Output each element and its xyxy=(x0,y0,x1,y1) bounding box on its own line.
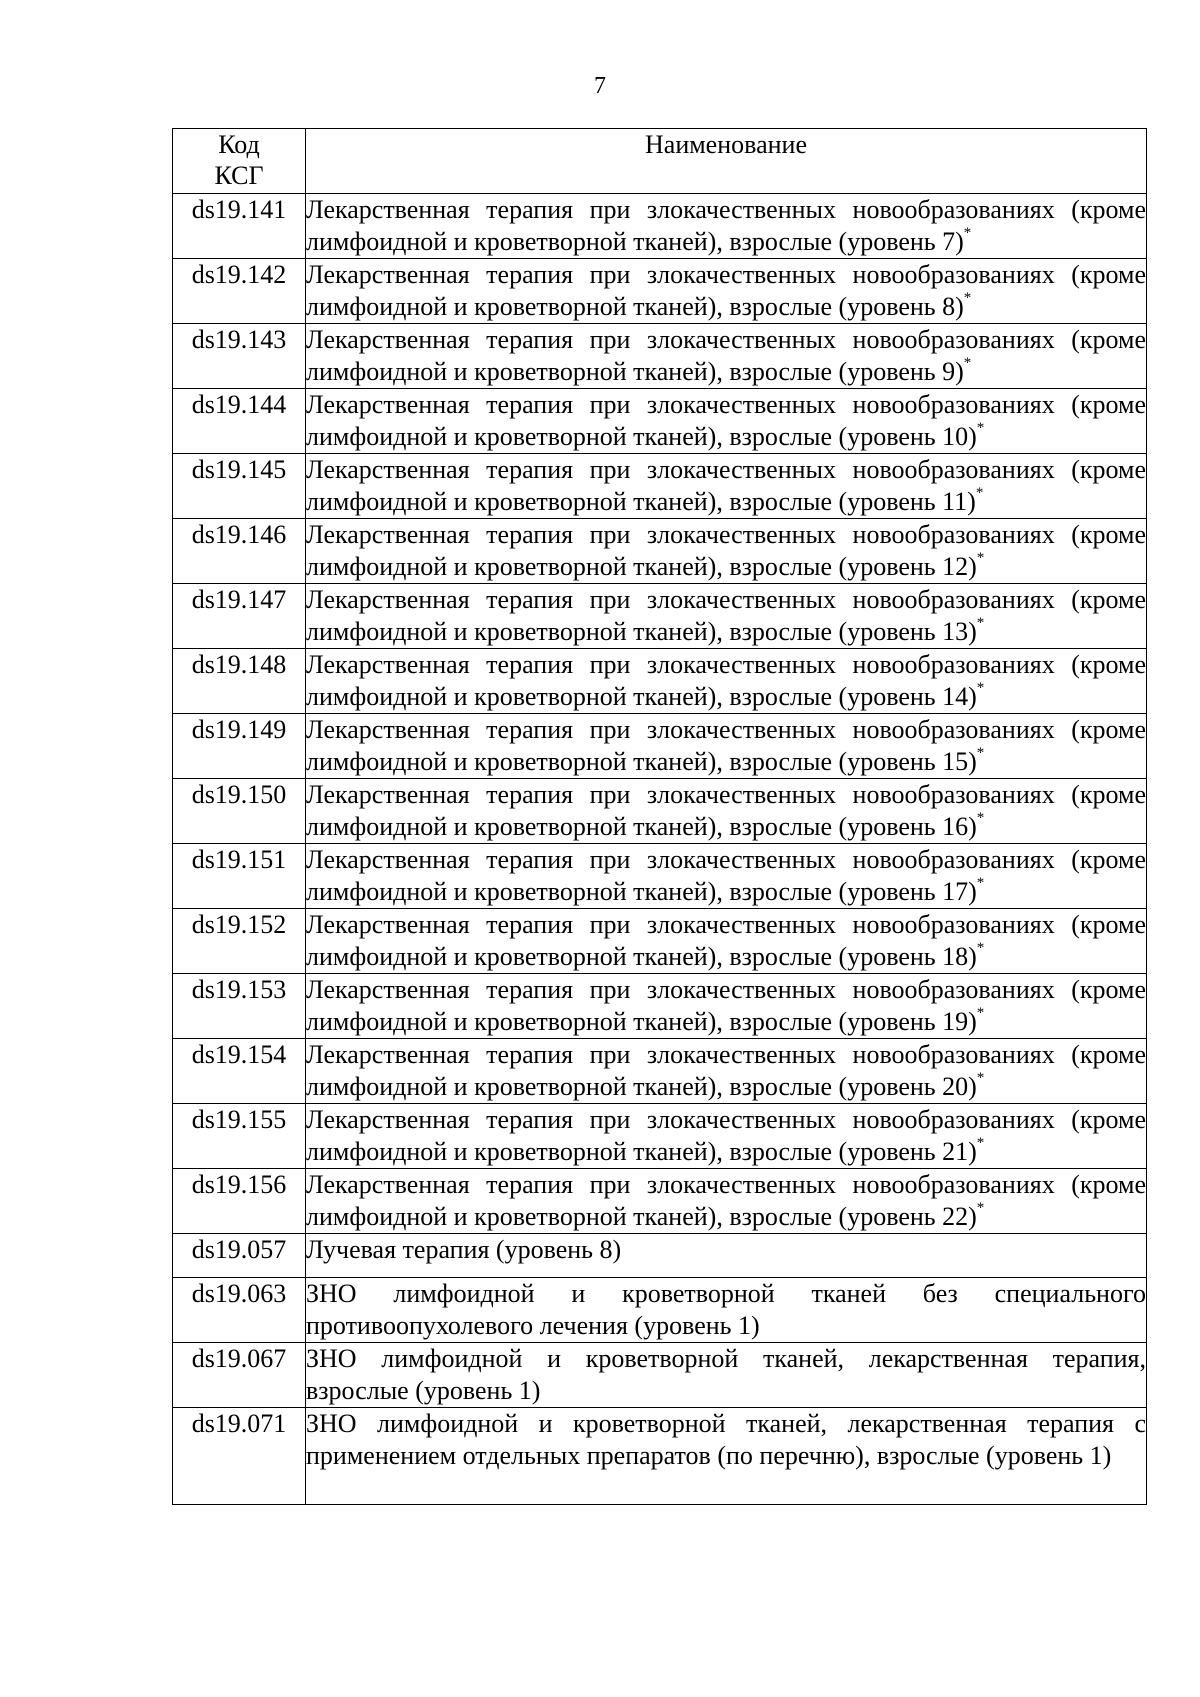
row-name-text: Лекарственная терапия при злокачественных новообразованиях (кроме лимфоидной и кроветворной тканей), взрослые (уровень 17) xyxy=(306,845,1146,906)
table-body xyxy=(173,194,1147,1505)
table-row xyxy=(173,1234,1147,1278)
row-name xyxy=(306,259,1147,324)
footnote-mark: * xyxy=(976,420,985,437)
row-code: ds19.149 xyxy=(173,714,306,779)
table-row xyxy=(173,649,1147,714)
footnote-mark: * xyxy=(976,680,985,697)
row-code: ds19.156 xyxy=(173,1169,306,1234)
footnote-mark: * xyxy=(976,940,985,957)
row-name-text: Лекарственная терапия при злокачественных новообразованиях (кроме лимфоидной и кроветворной тканей), взрослые (уровень 15) xyxy=(306,715,1146,776)
table-row xyxy=(173,324,1147,389)
table-row xyxy=(173,1343,1147,1408)
footnote-mark: * xyxy=(976,875,985,892)
row-code: ds19.145 xyxy=(173,454,306,519)
row-name-text: ЗНО лимфоидной и кроветворной тканей без специального противоопухолевого лечения (уровень 1) xyxy=(306,1279,1146,1340)
table-row xyxy=(173,454,1147,519)
table-row xyxy=(173,194,1147,259)
header-code-line2: КСГ xyxy=(214,161,264,190)
row-name-text: Лучевая терапия (уровень 8) xyxy=(306,1235,622,1264)
row-code: ds19.071 xyxy=(173,1408,306,1505)
footnote-mark: * xyxy=(976,550,985,567)
footnote-mark: * xyxy=(976,1005,985,1022)
row-code: ds19.146 xyxy=(173,519,306,584)
footnote-mark: * xyxy=(976,810,985,827)
row-code: ds19.152 xyxy=(173,909,306,974)
table-row xyxy=(173,1104,1147,1169)
ksg-table xyxy=(172,128,1147,1505)
table-row xyxy=(173,1408,1147,1505)
table-row xyxy=(173,779,1147,844)
row-name xyxy=(306,389,1147,454)
header-code xyxy=(173,129,306,194)
header-code-line1: Код xyxy=(218,130,260,159)
footnote-mark: * xyxy=(963,355,972,372)
table-row xyxy=(173,1039,1147,1104)
header-row xyxy=(173,129,1147,194)
row-code: ds19.147 xyxy=(173,584,306,649)
row-name xyxy=(306,1234,1147,1278)
row-name-text: Лекарственная терапия при злокачественных новообразованиях (кроме лимфоидной и кроветворной тканей), взрослые (уровень 22) xyxy=(306,1170,1146,1231)
table-header xyxy=(173,129,1147,194)
row-name-text: Лекарственная терапия при злокачественных новообразованиях (кроме лимфоидной и кроветворной тканей), взрослые (уровень 21) xyxy=(306,1105,1146,1166)
footnote-mark: * xyxy=(976,745,985,762)
row-name-text: Лекарственная терапия при злокачественных новообразованиях (кроме лимфоидной и кроветворной тканей), взрослые (уровень 10) xyxy=(306,390,1146,451)
row-name xyxy=(306,974,1147,1039)
row-code: ds19.057 xyxy=(173,1234,306,1278)
row-code: ds19.150 xyxy=(173,779,306,844)
row-name xyxy=(306,324,1147,389)
row-code: ds19.155 xyxy=(173,1104,306,1169)
footnote-mark: * xyxy=(976,1070,985,1087)
row-name-text: Лекарственная терапия при злокачественных новообразованиях (кроме лимфоидной и кроветворной тканей), взрослые (уровень 11) xyxy=(306,455,1146,516)
row-name-text: ЗНО лимфоидной и кроветворной тканей, лекарственная терапия с применением отдельных препаратов (по перечню), взрослые (уровень 1) xyxy=(306,1409,1146,1470)
table-row xyxy=(173,1278,1147,1343)
row-name xyxy=(306,909,1147,974)
row-name xyxy=(306,454,1147,519)
row-name-text: Лекарственная терапия при злокачественных новообразованиях (кроме лимфоидной и кроветворной тканей), взрослые (уровень 20) xyxy=(306,1040,1146,1101)
row-name-text: Лекарственная терапия при злокачественных новообразованиях (кроме лимфоидной и кроветворной тканей), взрослые (уровень 9) xyxy=(306,325,1146,386)
row-code: ds19.142 xyxy=(173,259,306,324)
table-row xyxy=(173,974,1147,1039)
row-code: ds19.148 xyxy=(173,649,306,714)
row-code: ds19.063 xyxy=(173,1278,306,1343)
row-name xyxy=(306,1343,1147,1408)
row-name-text: Лекарственная терапия при злокачественных новообразованиях (кроме лимфоидной и кроветворной тканей), взрослые (уровень 16) xyxy=(306,780,1146,841)
row-name xyxy=(306,1408,1147,1505)
table-row xyxy=(173,844,1147,909)
row-name xyxy=(306,1169,1147,1234)
footnote-mark: * xyxy=(963,225,972,242)
row-name xyxy=(306,1039,1147,1104)
header-name: Наименование xyxy=(306,129,1147,194)
row-code: ds19.141 xyxy=(173,194,306,259)
row-code: ds19.151 xyxy=(173,844,306,909)
row-name xyxy=(306,649,1147,714)
footnote-mark: * xyxy=(963,290,972,307)
table-row xyxy=(173,389,1147,454)
table-row xyxy=(173,714,1147,779)
row-code: ds19.154 xyxy=(173,1039,306,1104)
row-name-text: ЗНО лимфоидной и кроветворной тканей, лекарственная терапия, взрослые (уровень 1) xyxy=(306,1344,1146,1405)
footnote-mark: * xyxy=(976,615,985,632)
row-name xyxy=(306,194,1147,259)
row-name-text: Лекарственная терапия при злокачественных новообразованиях (кроме лимфоидной и кроветворной тканей), взрослые (уровень 8) xyxy=(306,260,1146,321)
row-name-text: Лекарственная терапия при злокачественных новообразованиях (кроме лимфоидной и кроветворной тканей), взрослые (уровень 13) xyxy=(306,585,1146,646)
table-row xyxy=(173,259,1147,324)
row-code: ds19.153 xyxy=(173,974,306,1039)
footnote-mark: * xyxy=(976,1135,985,1152)
row-name xyxy=(306,1104,1147,1169)
row-code: ds19.143 xyxy=(173,324,306,389)
row-name-text: Лекарственная терапия при злокачественных новообразованиях (кроме лимфоидной и кроветворной тканей), взрослые (уровень 14) xyxy=(306,650,1146,711)
row-code: ds19.144 xyxy=(173,389,306,454)
table-row xyxy=(173,519,1147,584)
page-number: 7 xyxy=(594,73,606,99)
row-name xyxy=(306,1278,1147,1343)
row-name xyxy=(306,714,1147,779)
footnote-mark: * xyxy=(976,1200,985,1217)
table-row xyxy=(173,909,1147,974)
row-name xyxy=(306,584,1147,649)
row-name xyxy=(306,844,1147,909)
row-name xyxy=(306,519,1147,584)
row-name-text: Лекарственная терапия при злокачественных новообразованиях (кроме лимфоидной и кроветворной тканей), взрослые (уровень 12) xyxy=(306,520,1146,581)
row-code: ds19.067 xyxy=(173,1343,306,1408)
row-name-text: Лекарственная терапия при злокачественных новообразованиях (кроме лимфоидной и кроветворной тканей), взрослые (уровень 7) xyxy=(306,195,1146,256)
table-row xyxy=(173,1169,1147,1234)
table-row xyxy=(173,584,1147,649)
row-name-text: Лекарственная терапия при злокачественных новообразованиях (кроме лимфоидной и кроветворной тканей), взрослые (уровень 19) xyxy=(306,975,1146,1036)
row-name-text: Лекарственная терапия при злокачественных новообразованиях (кроме лимфоидной и кроветворной тканей), взрослые (уровень 18) xyxy=(306,910,1146,971)
footnote-mark: * xyxy=(975,485,984,502)
row-name xyxy=(306,779,1147,844)
